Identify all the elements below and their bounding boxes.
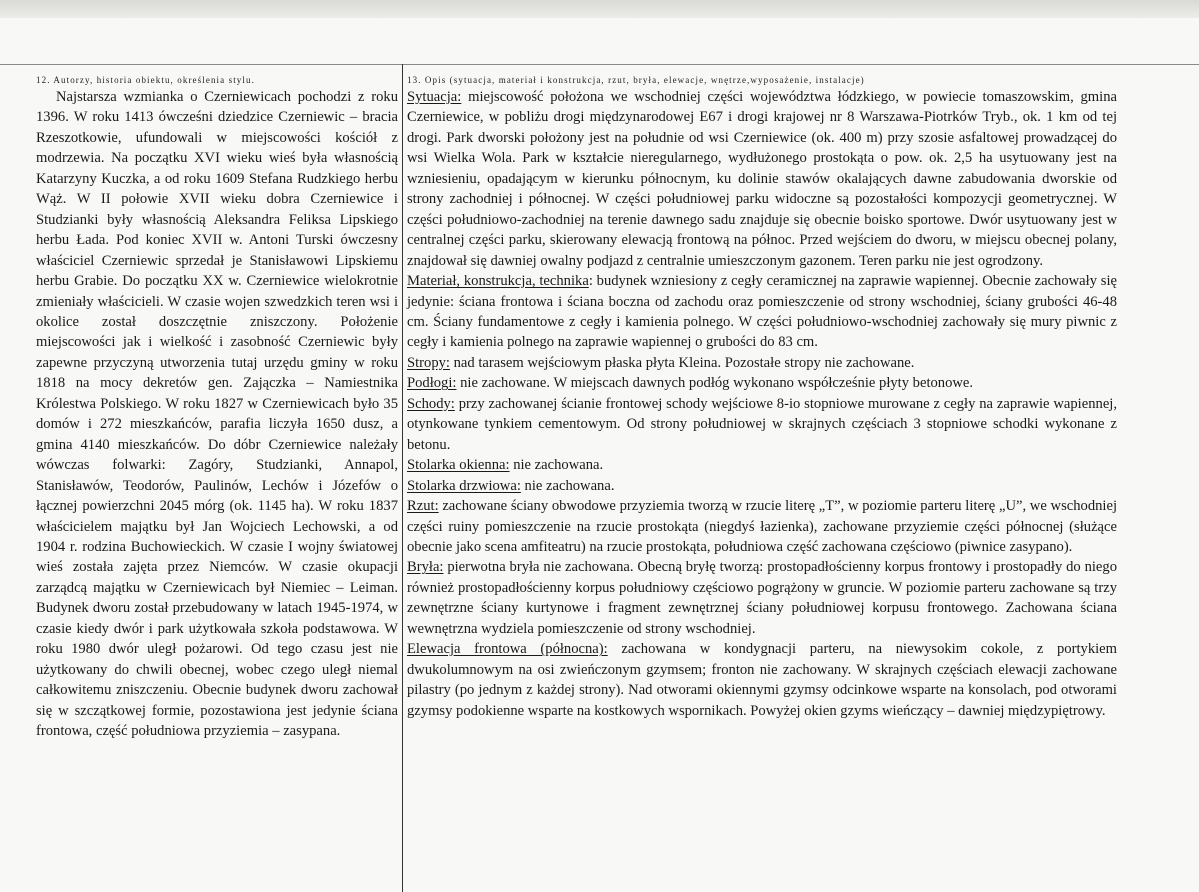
paragraph-stropy: [407, 353, 1117, 373]
heading-sytuacja: Sytuacja:: [407, 89, 462, 105]
section-13-header: 13. Opis (sytuacja, materiał i konstrukcja, rzut, bryła, elewacje, wnętrze,wyposażenie, instalacje): [407, 75, 865, 85]
text-stolarka-drzwiowa: nie zachowana.: [520, 477, 615, 494]
paragraph-podlogi: [407, 373, 1117, 393]
text-material: : budynek wzniesiony z cegły ceramicznej na zaprawie wapiennej. Obecnie zachowały się jedynie: ściana frontowa i ściana boczna od zachodu oraz pomieszczenie od strony wschodniej, ściany grubości 46-48 cm. Ściany fundamentowe z cegły i kamienia polnego. W części południowo-wschodniej zachowały się mury piwnic z cegły i kamienia polnego na zaprawie wapiennej o grubości do 83 cm.: [407, 273, 1117, 351]
text-rzut: zachowane ściany obwodowe przyziemia tworzą w rzucie literę „T”, w poziomie parteru literę „U”, we wschodniej części ruiny pomieszczenie na rzucie prostokąta (niegdyś łazienka), zachowane przyziemie części północnej (służące obecnie jako scena amfiteatru) na rzucie prostokąta, południowa część zachowana częściowo (piwnice zasypano).: [407, 498, 1117, 555]
paragraph-material: [407, 271, 1117, 353]
text-bryla: pierwotna bryła nie zachowana. Obecną bryłę tworzą: prostopadłościenny korpus frontowy i prostopadły do niego również prostopadłościenny korpus południowy częściowo pogrążony w gruncie. W poziomie parteru zachowane są trzy zewnętrzne ściany kurtynowe i fragment zewnętrznej ściany południowej korpusu frontowego. Zachowana ściana wewnętrzna wydziela pomieszczenie od strony wschodniej.: [407, 559, 1117, 637]
history-text: Najstarsza wzmianka o Czerniewicach pochodzi z roku 1396. W roku 1413 ówcześni dziedzice Czerniewic – bracia Rzeszotkowie, ufundowali w miejscowości kościół z modrzewia. Na początku XVI wieku wieś była własnością Katarzyny Kuczka, a od roku 1609 Stefana Rudzkiego herbu Wąż. W II połowie XVII wieku dobra Czerniewice i Studzianki były własnością Aleksandra Feliksa Lipskiego herbu Łada. Pod koniec XVII w. Antoni Turski ówczesny właściciel Czerniewic sprzedał je Stanisławowi Lipskiemu herbu Grabie. Do początku XX w. Czerniewice wielokrotnie zmieniały właścicieli. W czasie wojen szwedzkich teren wsi i okolice został doszczętnie zniszczony. Położenie miejscowości jak i wielkość i zasobność Czerniewic były zapewne przyczyną utworzenia tutaj urzędu gminy w roku 1818 na mocy dekretów gen. Zajączka – Namiestnika Królestwa Polskiego. W roku 1827 w Czerniewicach było 35 domów i 272 mieszkańców, parafia liczyła 1650 dusz, a gmina 4140 mieszkańców. Do dóbr Czerniewice należały wówczas folwarki: Zagóry, Studzianki, Annapol, Stanisławów, Teodorów, Paulinów, Lechów i Józefów o łącznej powierzchni 2045 mórg (ok. 1145 ha). W roku 1837 właścicielem majątku był Jan Wojciech Lechowski, a od 1904 r. rodzina Buchowieckich. W czasie I wojny światowej wieś została zajęta przez Niemców. W czasie okupacji zarządcą majątku w Czerniewicach był Niemiec – Leiman. Budynek dworu został przebudowany w latach 1945-1974, w czasie kiedy dwór i park użytkowała szkoła podstawowa. W roku 1980 dwór uległ pożarowi. Od tego czasu jest nie użytkowany do chwili obecnej, wobec czego uległ niemal całkowitemu zniszczeniu. Obecnie budynek dworu zachował się w szczątkowej formie, pozostawiona jest jedynie ściana frontowa, część południowa przyziemia – zasypana.: [36, 89, 398, 740]
heading-stolarka-drzwiowa: Stolarka drzwiowa:: [407, 477, 521, 494]
paragraph-stolarka-okienna: [407, 455, 1117, 475]
text-stolarka-okienna: nie zachowana.: [509, 457, 604, 474]
form-top-rule: [0, 64, 1199, 65]
heading-rzut: Rzut:: [407, 498, 439, 515]
heading-stolarka-okienna: Stolarka okienna:: [407, 457, 510, 474]
paragraph-bryla: [407, 557, 1117, 639]
heading-elewacja: Elewacja frontowa (północna):: [407, 641, 608, 658]
heading-podlogi: Podłogi:: [407, 375, 457, 392]
heading-bryla: Bryła:: [407, 559, 444, 576]
text-schody: przy zachowanej ścianie frontowej schody wejściowe 8-io stopniowe murowane z cegły na zaprawie wapiennej, otynkowane tynkiem cementowym. Od strony południowej w skrajnych częściach 3 stopniowe schodki wykonane z betonu.: [407, 395, 1117, 453]
text-elewacja: zachowana w kondygnacji parteru, na niewysokim cokole, z portykiem dwukolumnowym na osi zwieńczonym gzymsem; fronton nie zachowany. W skrajnych częściach elewacji zachowane pilastry (po jednym z każdej strony). Nad otworami okiennymi gzymsy odcinkowe wsparte na konsolach, pod otworami gzymsy podokienne wsparte na kostkowych wspornikach. Powyżej okien gzyms wieńczący – dawniej międzypiętrowy.: [407, 641, 1117, 719]
scan-top-band: [0, 0, 1199, 18]
left-column: [36, 74, 398, 742]
text-podlogi: nie zachowane. W miejscach dawnych podłóg wykonano współcześnie płyty betonowe.: [456, 375, 974, 392]
paragraph-elewacja: [407, 639, 1117, 721]
column-divider: [402, 64, 403, 892]
paragraph-rzut: [407, 496, 1117, 557]
heading-material: Materiał, konstrukcja, technika: [407, 273, 589, 290]
paragraph-stolarka-drzwiowa: [407, 476, 1117, 496]
right-column: [407, 74, 1117, 721]
heading-schody: Schody:: [407, 395, 455, 412]
paragraph-sytuacja: [407, 87, 1117, 271]
description-body: [407, 87, 1117, 721]
paragraph-schody: [407, 394, 1117, 455]
heading-stropy: Stropy:: [407, 354, 450, 371]
section-12-header: 12. Autorzy, historia obiektu, określenia stylu.: [36, 75, 255, 85]
text-sytuacja: miejscowość położona we wschodniej części województwa łódzkiego, w powiecie tomaszowskim, gmina Czerniewice, w pobliżu drogi międzynarodowej E67 i drogi krajowej nr 8 Warszawa-Piotrków Tryb., ok. 1 km od tej drogi. Park dworski położony jest na południe od wsi Czerniewice (ok. 400 m) przy szosie asfaltowej prowadzącej do wsi Wielka Wola. Park w kształcie nieregularnego, wydłużonego prostokąta o pow. ok. 2,5 ha usytuowany jest na wzniesieniu, opadającym w kierunku północnym, ku dolinie stawów okalających dawne zabudowania dworskie od strony zachodniej i północnej. W części południowej parku widoczne są pozostałości kompozycji geometrycznej. W części południowo-zachodniej na terenie dawnego sadu znajduje się obecnie boisko sportowe. Dwór usytuowany jest w centralnej części parku, skierowany elewacją frontową na północ. Przed wejściem do dworu, w miejscu obecnej polany, znajdował się dawniej owalny podjazd z centralnie umieszczonym gazonem. Teren parku nie jest ogrodzony.: [407, 89, 1117, 269]
text-stropy: nad tarasem wejściowym płaska płyta Kleina. Pozostałe stropy nie zachowane.: [449, 354, 915, 371]
